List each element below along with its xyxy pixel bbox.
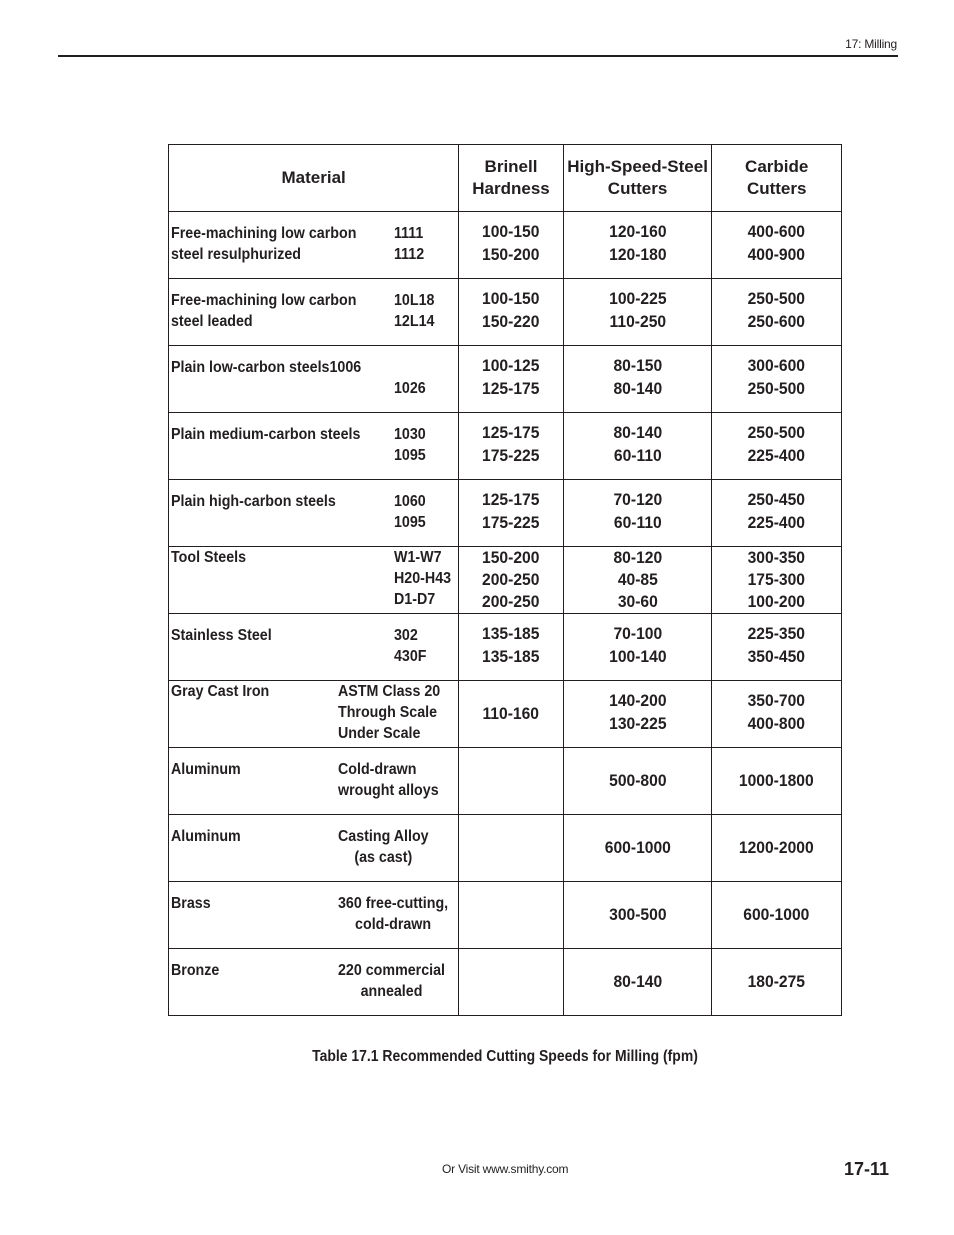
hss-cell bbox=[563, 413, 712, 480]
hss-cell bbox=[563, 681, 712, 748]
material-cell bbox=[169, 212, 459, 279]
brinell-value: 135-185 135-185 bbox=[482, 624, 540, 666]
carbide-cell bbox=[712, 413, 842, 480]
table-row bbox=[169, 279, 842, 346]
table-row bbox=[169, 681, 842, 748]
brinell-cell bbox=[459, 815, 563, 882]
column-header-material bbox=[169, 145, 459, 212]
carbide-cell bbox=[712, 882, 842, 949]
material-cell bbox=[169, 949, 459, 1016]
brinell-cell bbox=[459, 547, 563, 614]
brinell-value: 100-150 150-200 bbox=[482, 222, 540, 264]
table-row bbox=[169, 346, 842, 413]
carbide-value: 225-350 350-450 bbox=[747, 624, 806, 666]
material-name: Plain low-carbon steels1006 bbox=[171, 359, 362, 376]
material-grade: Casting Alloy (as cast) bbox=[338, 828, 429, 866]
material-grade: 220 commercial annealed bbox=[338, 962, 446, 1000]
material-grade: 1111 1112 bbox=[394, 225, 425, 263]
table-row bbox=[169, 480, 842, 547]
carbide-cell bbox=[712, 212, 842, 279]
material-name: Free-machining low carbon steel leaded bbox=[171, 292, 357, 330]
carbide-value: 350-700 400-800 bbox=[747, 691, 806, 733]
hss-cell bbox=[563, 480, 712, 547]
header-rule bbox=[58, 55, 898, 57]
material-cell bbox=[169, 748, 459, 815]
hss-value: 80-140 bbox=[613, 971, 662, 991]
table-row bbox=[169, 949, 842, 1016]
carbide-value: 250-450 225-400 bbox=[747, 490, 806, 532]
material-cell bbox=[169, 346, 459, 413]
material-name: Bronze bbox=[171, 962, 220, 979]
material-cell bbox=[169, 681, 459, 748]
hss-value: 600-1000 bbox=[604, 837, 671, 857]
hss-cell bbox=[563, 748, 712, 815]
table-row bbox=[169, 748, 842, 815]
carbide-value: 1200-2000 bbox=[739, 837, 815, 857]
material-cell bbox=[169, 815, 459, 882]
material-name: Stainless Steel bbox=[171, 627, 272, 644]
material-name: Plain medium-carbon steels bbox=[171, 426, 361, 443]
material-grade: 360 free-cutting, cold-drawn bbox=[338, 895, 449, 933]
brinell-cell bbox=[459, 346, 563, 413]
carbide-cell bbox=[712, 614, 842, 681]
hss-cell bbox=[563, 949, 712, 1016]
material-name: Gray Cast Iron bbox=[171, 683, 270, 700]
table-row bbox=[169, 882, 842, 949]
carbide-value: 250-500 250-600 bbox=[747, 289, 806, 331]
carbide-value: 300-350 175-300 100-200 bbox=[747, 548, 806, 611]
brinell-cell bbox=[459, 212, 563, 279]
table-row bbox=[169, 547, 842, 614]
material-grade: 302 430F bbox=[394, 627, 427, 665]
brinell-cell bbox=[459, 413, 563, 480]
carbide-value: 300-600 250-500 bbox=[747, 356, 806, 398]
hss-value: 140-200 130-225 bbox=[608, 691, 667, 733]
material-name: Free-machining low carbon steel resulphurized bbox=[171, 225, 357, 263]
table-header-row bbox=[169, 145, 842, 212]
carbide-value: 600-1000 bbox=[743, 904, 810, 924]
material-cell bbox=[169, 279, 459, 346]
material-cell bbox=[169, 480, 459, 547]
table-row bbox=[169, 212, 842, 279]
brinell-value bbox=[463, 949, 558, 1015]
table-row bbox=[169, 815, 842, 882]
material-name: Tool Steels bbox=[171, 549, 247, 566]
material-name: Brass bbox=[171, 895, 211, 912]
hss-value: 120-160 120-180 bbox=[608, 222, 667, 264]
material-grade: 1030 1095 bbox=[394, 426, 426, 464]
brinell-value: 110-160 bbox=[482, 703, 540, 723]
material-name: Plain high-carbon steels bbox=[171, 493, 336, 510]
table-row bbox=[169, 413, 842, 480]
hss-value: 80-150 80-140 bbox=[613, 356, 662, 398]
material-name: Aluminum bbox=[171, 828, 241, 845]
material-cell bbox=[169, 614, 459, 681]
carbide-cell bbox=[712, 279, 842, 346]
material-grade: W1-W7 H20-H43 D1-D7 bbox=[394, 549, 452, 608]
column-header-label: Carbide Cutters bbox=[745, 157, 809, 198]
material-grade: ASTM Class 20 Through Scale Under Scale bbox=[338, 683, 441, 742]
carbide-cell bbox=[712, 480, 842, 547]
hss-cell bbox=[563, 614, 712, 681]
footer-website-link[interactable]: Or Visit www.smithy.com bbox=[442, 1162, 569, 1176]
material-cell bbox=[169, 413, 459, 480]
column-header-brinell bbox=[459, 145, 563, 212]
material-cell bbox=[169, 882, 459, 949]
cutting-speeds-table bbox=[168, 144, 842, 1016]
brinell-value: 125-175 175-225 bbox=[482, 490, 540, 532]
brinell-value: 100-125 125-175 bbox=[482, 356, 540, 398]
table-body bbox=[169, 212, 842, 1016]
column-header-label: Brinell Hardness bbox=[472, 157, 550, 198]
running-header: 17: Milling bbox=[845, 37, 897, 51]
carbide-cell bbox=[712, 547, 842, 614]
carbide-cell bbox=[712, 681, 842, 748]
table-row bbox=[169, 614, 842, 681]
hss-value: 70-100 100-140 bbox=[608, 624, 667, 666]
brinell-cell bbox=[459, 480, 563, 547]
hss-cell bbox=[563, 279, 712, 346]
carbide-value: 250-500 225-400 bbox=[747, 423, 806, 465]
material-cell bbox=[169, 547, 459, 614]
table-caption: Table 17.1 Recommended Cutting Speeds for Milling (fpm) bbox=[312, 1048, 698, 1065]
hss-cell bbox=[563, 882, 712, 949]
column-header-hss bbox=[563, 145, 712, 212]
material-grade: 10L18 12L14 bbox=[394, 292, 435, 330]
brinell-cell bbox=[459, 748, 563, 815]
page-number: 17-11 bbox=[843, 1159, 889, 1179]
carbide-value: 1000-1800 bbox=[739, 770, 815, 790]
material-grade: Cold-drawn wrought alloys bbox=[338, 761, 439, 799]
brinell-cell bbox=[459, 949, 563, 1016]
brinell-value: 125-175 175-225 bbox=[482, 423, 540, 465]
hss-cell bbox=[563, 547, 712, 614]
hss-cell bbox=[563, 346, 712, 413]
brinell-cell bbox=[459, 614, 563, 681]
carbide-cell bbox=[712, 346, 842, 413]
carbide-value: 400-600 400-900 bbox=[747, 222, 806, 264]
hss-value: 500-800 bbox=[608, 770, 667, 790]
hss-value: 80-140 60-110 bbox=[613, 423, 662, 465]
brinell-cell bbox=[459, 882, 563, 949]
brinell-value: 100-150 150-220 bbox=[482, 289, 540, 331]
brinell-value bbox=[463, 882, 558, 948]
material-grade: 1026 bbox=[394, 380, 426, 397]
hss-cell bbox=[563, 212, 712, 279]
hss-cell bbox=[563, 815, 712, 882]
brinell-value bbox=[463, 815, 558, 881]
carbide-cell bbox=[712, 949, 842, 1016]
brinell-cell bbox=[459, 279, 563, 346]
column-header-label: High-Speed-Steel Cutters bbox=[567, 157, 708, 198]
material-grade: 1060 1095 bbox=[394, 493, 426, 531]
brinell-cell bbox=[459, 681, 563, 748]
hss-value: 80-120 40-85 30-60 bbox=[613, 548, 662, 611]
brinell-value: 150-200 200-250 200-250 bbox=[482, 548, 540, 611]
carbide-cell bbox=[712, 748, 842, 815]
hss-value: 70-120 60-110 bbox=[613, 490, 662, 532]
hss-value: 100-225 110-250 bbox=[608, 289, 667, 331]
carbide-cell bbox=[712, 815, 842, 882]
column-header-label: Material bbox=[281, 168, 346, 187]
material-name: Aluminum bbox=[171, 761, 241, 778]
carbide-value: 180-275 bbox=[747, 971, 806, 991]
hss-value: 300-500 bbox=[608, 904, 667, 924]
column-header-carbide bbox=[712, 145, 842, 212]
brinell-value bbox=[463, 748, 558, 814]
